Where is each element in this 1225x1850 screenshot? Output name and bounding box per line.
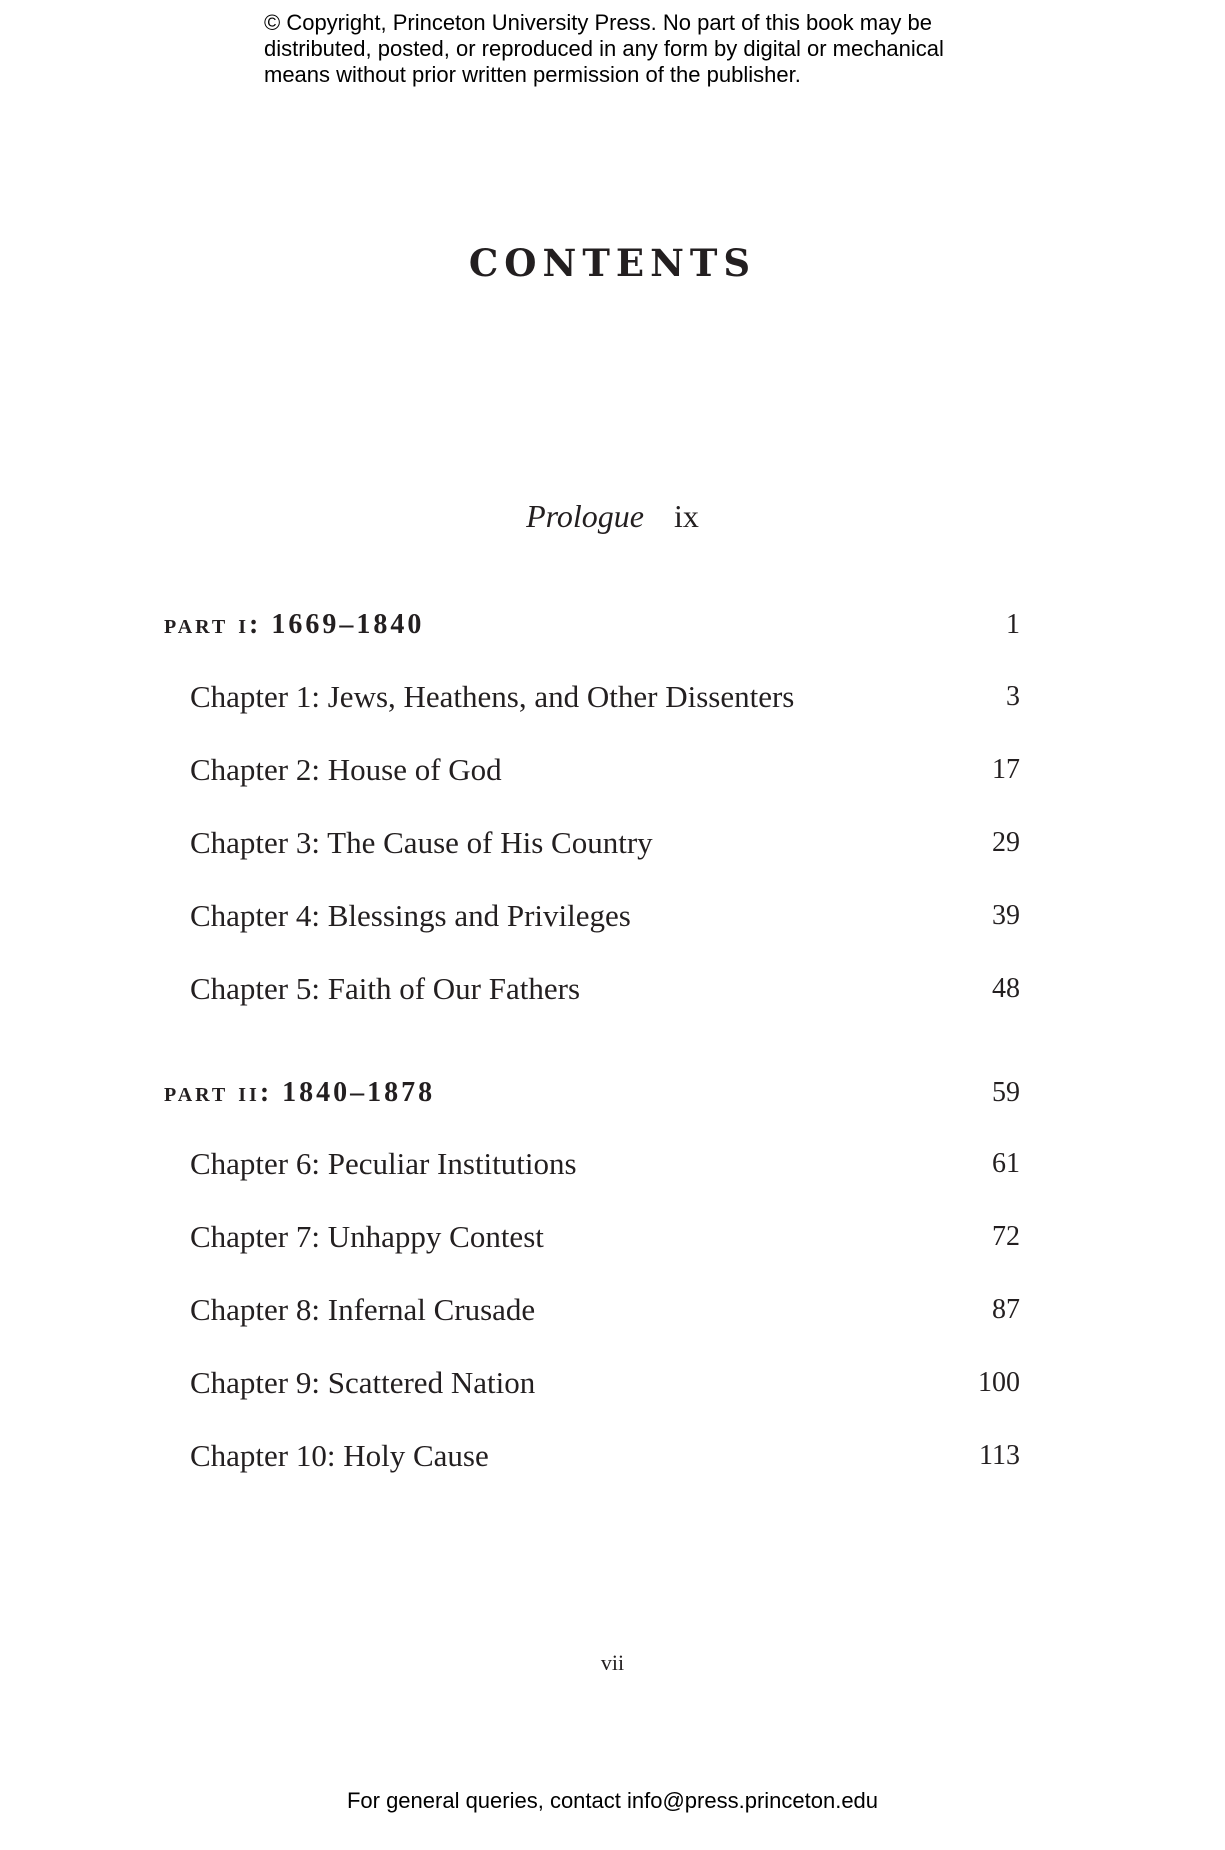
chapter-page: 100 <box>978 1367 1020 1398</box>
copyright-line: distributed, posted, or reproduced in any form by digital or mechanical <box>264 36 944 61</box>
chapter-page: 17 <box>992 754 1020 785</box>
chapter-title: Chapter 1: Jews, Heathens, and Other Dissenters <box>190 679 795 714</box>
chapter-title: Chapter 5: Faith of Our Fathers <box>190 971 581 1006</box>
chapter-page: 72 <box>992 1221 1020 1252</box>
part-page: 59 <box>992 1077 1020 1108</box>
chapter-page: 29 <box>992 827 1020 858</box>
chapter-title: Chapter 8: Infernal Crusade <box>190 1292 536 1327</box>
toc-chapter-8 <box>0 1286 1225 1334</box>
toc-chapter-10 <box>0 1432 1225 1480</box>
part-page: 1 <box>1006 609 1020 640</box>
toc-part-1 <box>0 601 1225 649</box>
footer-contact: For general queries, contact info@press.princeton.edu <box>346 1788 879 1813</box>
toc-chapter-1 <box>0 673 1225 721</box>
chapter-page: 87 <box>992 1294 1020 1325</box>
part-title: part i: 1669–1840 <box>164 609 425 640</box>
toc-entry-prologue <box>0 496 1225 536</box>
chapter-title: Chapter 6: Peculiar Institutions <box>190 1146 577 1181</box>
page-title: CONTENTS <box>468 241 757 285</box>
prologue-page: ix <box>674 498 699 534</box>
chapter-page: 48 <box>992 973 1020 1004</box>
chapter-page: 3 <box>1006 681 1020 712</box>
toc-chapter-9 <box>0 1359 1225 1407</box>
toc-chapter-6 <box>0 1140 1225 1188</box>
copyright-line: © Copyright, Princeton University Press. No part of this book may be <box>264 10 932 35</box>
copyright-line: means without prior written permission of the publisher. <box>264 62 801 87</box>
copyright-notice <box>264 10 984 88</box>
chapter-title: Chapter 3: The Cause of His Country <box>190 825 653 860</box>
toc-chapter-2 <box>0 746 1225 794</box>
toc-part-2 <box>0 1069 1225 1117</box>
chapter-page: 113 <box>979 1440 1020 1471</box>
toc-chapter-7 <box>0 1213 1225 1261</box>
prologue-label: Prologue <box>526 498 644 534</box>
chapter-title: Chapter 9: Scattered Nation <box>190 1365 536 1400</box>
toc-chapter-3 <box>0 819 1225 867</box>
chapter-title: Chapter 7: Unhappy Contest <box>190 1219 544 1254</box>
chapter-title: Chapter 4: Blessings and Privileges <box>190 898 631 933</box>
chapter-title: Chapter 2: House of God <box>190 752 502 787</box>
page-number: vii <box>600 1650 625 1675</box>
chapter-page: 61 <box>992 1148 1020 1179</box>
chapter-page: 39 <box>992 900 1020 931</box>
toc-chapter-5 <box>0 965 1225 1013</box>
chapter-title: Chapter 10: Holy Cause <box>190 1438 489 1473</box>
toc-chapter-4 <box>0 892 1225 940</box>
part-title: part ii: 1840–1878 <box>164 1077 436 1108</box>
